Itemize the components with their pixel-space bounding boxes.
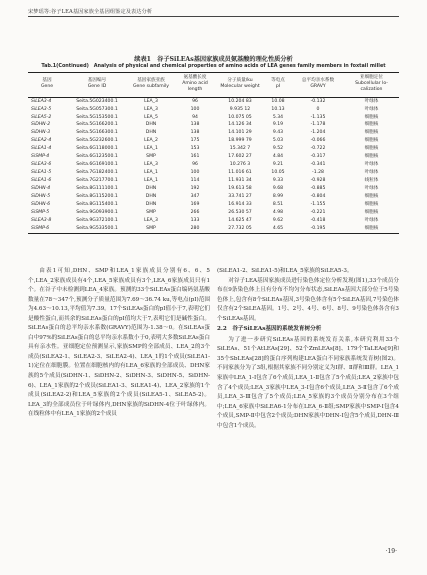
table-header-row [28,73,399,98]
table-row [28,114,399,122]
header-pi: 等电点 pI [264,73,292,98]
table-row [28,97,399,105]
table-cell: LEA_1 [144,178,158,184]
table-cell: Seita.9G093900.1 [76,209,118,215]
table-cell: SiDHN-2 [31,122,51,128]
table-cell: 10.08 [271,98,285,104]
table-cell: 细胞核 [364,202,379,207]
table-cell: SMP [146,154,156,160]
table-cell: -0.221 [310,209,326,215]
table-cell: Seita.5G153500.1 [76,114,118,120]
table-cell: 14.101 29 [228,130,252,136]
table-cell: 16.914 33 [228,202,252,207]
table-caption-cn: 续表1 谷子SiLEAs基因家族成员氨基酸的理化性质分析 [134,56,293,63]
table-cell: 10.204 83 [228,98,252,104]
header-gene: 基因 Gene [28,73,66,98]
table-row [28,161,399,169]
table-cell: 9.935 12 [229,106,251,112]
header-subfamily: 基因家族亚族 Gene subfamily [128,73,174,98]
table-cell: Seita.6G169100.1 [76,162,118,168]
table-cell: 169 [190,202,200,207]
table-cell: SiSMP-6 [28,225,66,233]
table-cell: 9.52 [272,146,284,152]
header-mol-weight: 分子质量/ku Molecular weight [216,73,264,98]
table-cell: 17.602 27 [228,154,252,160]
table-cell: 叶绿体 [364,162,379,168]
table-cell: LEA_1 [144,170,158,176]
right-text-column [217,267,399,431]
table-cell: -1.178 [310,122,326,128]
table-row [28,177,399,185]
table-cell: SiLEA3-6 [31,162,52,168]
table-cell: Seita.7G217700.1 [76,178,118,184]
table-cell: 10.276 3 [229,162,251,168]
table-cell: DHN [145,194,157,200]
table-cell: 10.13 [271,106,285,112]
table-cell: 细胞核 [364,194,379,200]
table-cell: SiDHN-5 [31,194,51,200]
table-cell: 8.51 [272,202,284,207]
table-row [28,153,399,161]
table-cell: 15.342 7 [229,146,251,152]
table-cell: SiDHN-6 [31,202,51,207]
table-cell: 细胞核 [364,122,379,128]
table-cell: -0.195 [292,225,344,233]
section-heading: 2.2 谷子SiLEAs基因的系统发育树分析 [217,326,322,333]
table-cell: Seita.7G182400.1 [76,170,118,176]
table-cell: 153 [190,146,200,152]
running-header: 宋梦瑶等:谷子LEA基因家族全基因组鉴定及表达分析 [28,9,153,15]
paragraph: 由表1可知,DHN、SMP和LEA_1家族成员分别有6、6、5个,LEA_2家族成员有4个,LEA_5家族成员有3个,LEA_6家族成员只有1个。在谷子中未检测到LEA_4家族。预测的33个SiLEAs蛋白编码氨基酸数量在78～347个,预测分子质量范围为7.69～36.74 ku,等电点(pI)范围为4.63～10.13,平均值为7.39。17个SiLEAs蛋白的pI值小于7,表明它们是酸性蛋白,而其余的SiLEAs蛋白的pI值均大于7,表明它们是碱性蛋白。SiLEAs蛋白的总平均亲水系数(GRAVY)范围为-1.38～0。在SiLEAs蛋白中97%的SiLEAs蛋白的总平均亲水系数小于0,表明大多数SiLEAs蛋白具有亲水性。亚细胞定位预测显示,家族SMP的全部成员、LEA_2的3个成员(SiLEA2-1、SiLEA2-3、SiLEA2-4)、LEA_1的1个成员(SiLEA1-1)定位在细胞膜。位置在细胞核内的有LEA_6家族的全部成员、DHN家族的5个成员(SiDHN-1、SiDHN-2、SiDHN-3、SiDHN-5、SiDHN-6)、LEA_1家族的2个成员(SiLEA1-3、SiLEA1-4)、LEA_2家族的1个成员(SiLEA2-2)和LEA_5家族的2个成员(SiLEA5-1、SiLEA5-2)。LEA_3的全部成员位于叶绿体内,DHN家族的SiDHN-4位于叶绿体内。在线粒体中有LEA_1家族的2个成员 [28,268,210,418]
table-cell: SiLEA3-8 [31,217,52,223]
table-cell: SiDHN-4 [31,186,51,192]
table-cell: SiSMP-5 [31,209,50,215]
table-cell: -0.066 [310,138,326,144]
table-cell: SiLEA1-5 [31,170,52,176]
table-cell: 94 [192,114,198,120]
table-row [28,121,399,129]
table-cell: DHN [145,202,157,207]
left-text-column [28,267,210,420]
table-cell: 细胞核 [344,225,399,233]
table-cell: SiLEA3-4 [31,98,52,104]
table-cell: Seita.5G232600.1 [76,138,118,144]
table-cell: 19.613 58 [228,186,252,192]
table-cell: Seita.5G023400.1 [76,98,118,104]
table-cell: 33.741 27 [228,194,252,200]
table-cell: 9.62 [272,217,284,223]
table-row [28,209,399,217]
table-cell: 133 [190,217,200,223]
header-gene-id: 基因编号 Gene ID [66,73,128,98]
header-gravy: 总平均亲水系数 GRAVY [292,73,344,98]
table-cell: 9.21 [272,162,284,168]
table-cell: LEA_5 [144,114,158,120]
paragraph: 为了进一步研究SiLEAs基因的系统发育关系,本研究利用33个SiLEAs、51个AtLEAs[29]、52个ZmLEAs[8]、179个TaLEAs[9]和35个SbLEAs[28]的蛋白序列构建LEA蛋白不同家族系统发育树(图2)。不同家族分为了3组,根据其家族不同分别定义为Ⅰ群、Ⅱ群和Ⅲ群。LEA_1家族中LEA_1-Ⅰ包含了6个成员,LEA_1-Ⅱ包含了5个成员;LEA_2家族中包含了4个成员;LEA_3家族中LEA_3-Ⅰ包含6个成员,LEA_3-Ⅱ包含了6个成员,LEA_3-Ⅲ包含了5个成员;LEA_5家族的3个成员分别分布在3个组中;LEA_6家族中SiLEA6-1分布在LEA_6-Ⅱ组;SMP家族中SMP-Ⅰ包含4个成员,SMP-Ⅱ中包含2个成员;DHN家族中DHN-Ⅰ包含5个成员,DHN-Ⅲ中包含1个成员。 [217,336,399,429]
table-row [28,129,399,137]
table-cell: 细胞核 [364,138,379,144]
table-cell: 细胞核 [364,114,379,120]
table-cell: 叶绿体 [364,98,379,104]
table-cell: 4.98 [272,209,284,215]
table-cell: Seita.9G533500.1 [66,225,128,233]
table-cell: 161 [190,154,200,160]
table-cell: 100 [190,170,200,176]
table-row [28,106,399,114]
table-row [28,145,399,153]
table-row [28,169,399,177]
table-cell: -1.204 [310,130,326,136]
table-cell: 14.126 34 [228,122,252,128]
table-cell: SiLEA1-4 [31,146,52,152]
table-cell: 10.075 05 [228,114,252,120]
table-cell: -0.317 [310,154,326,160]
table-cell: 11.931 34 [228,178,252,184]
table-cell: 114 [190,178,200,184]
table-cell: SiSMP-4 [31,154,50,160]
table-cell: Seita.8G115200.1 [76,194,118,200]
table-cell: 5.34 [272,114,284,120]
table-row [28,225,399,233]
paragraph: 对谷子LEA基因家族成员进行染色体定位分析发现(图1),33个成员分布在9条染色体上且有分布不均匀分布状态,SiLEAs基因大部分位于5号染色体上,包含有8个SiLEAs基因,3号染色体含有5个SiLEA基因,7号染色体仅含有2个SiLEA基因。1号、2号、4号、6号、8号、9号染色体各含有3个SiLEAs基因。 [217,277,399,322]
table-cell: 9.33 [272,178,284,184]
table-cell: DHN [145,186,157,192]
table-cell: Seita.8G111100.1 [76,186,118,192]
lea-properties-table [28,72,399,234]
header-localization: 亚细胞定位 Subcellular lo-calization [344,73,399,98]
table-cell: SiLEA1-6 [31,178,52,184]
table-cell: 26.530 57 [228,209,252,215]
table-cell: -0.885 [310,186,326,192]
table-cell: 0 [316,106,320,112]
table-cell: 280 [174,225,216,233]
table-cell: Seita.6G123500.1 [76,154,118,160]
header-rule [28,16,399,17]
table-cell: SMP [146,209,156,215]
table-cell: 11.016 61 [228,170,252,176]
table-cell: DHN [145,130,157,136]
table-cell: 10.05 [271,170,285,176]
table-row [28,217,399,225]
table-cell: 叶绿体 [364,106,379,112]
table-cell: 细胞核 [364,146,379,152]
table-row [28,185,399,193]
table-cell: SiLEA5-2 [31,114,52,120]
table-cell: 4.65 [264,225,292,233]
table-cell: -1.135 [310,114,326,120]
table-cell: 27.732 05 [216,225,264,233]
table-cell: -1.155 [310,202,326,207]
table-row [28,201,399,209]
table-cell: LEA_3 [144,162,158,168]
table-cell: 8.99 [272,194,284,200]
table-cell: 347 [190,194,200,200]
table-caption-en: Tab.1(Continued) Analysis of physical and chemical properties of amino acids of LEA genes family members in foxtail millet [41,63,386,69]
table-row [28,193,399,201]
table-cell: -0.341 [310,162,326,168]
table-cell: 9.19 [272,122,284,128]
table-cell: 线粒体 [364,178,379,184]
table-cell: SiLEA3-5 [31,106,52,112]
table-cell: 138 [190,130,200,136]
table-cell: 细胞核 [364,130,379,136]
table-cell: 叶绿体 [364,217,379,223]
table-cell: 9.43 [272,130,284,136]
table-cell: -0.804 [310,194,326,200]
table-cell: LEA_3 [144,98,158,104]
table-cell: -0.928 [310,178,326,184]
table-cell: Seita.6G118000.1 [76,146,118,152]
table-cell: 4.84 [272,154,284,160]
table-cell: 细胞核 [364,209,379,215]
table-cell: 叶绿体 [364,170,379,176]
table-cell: 细胞核 [364,154,379,160]
table-cell: 192 [190,186,200,192]
page-number: ·19· [385,548,397,555]
table-cell: LEA_1 [144,146,158,152]
table-cell: 18.999 79 [228,138,252,144]
table-cell: 266 [190,209,200,215]
table-cell: Seita.5G166200.1 [76,122,118,128]
table-cell: Seita.5G057300.1 [76,106,118,112]
table-cell: 96 [192,162,198,168]
header-aa-length: 氨基酸长度 Amino acid length [174,73,216,98]
table-cell: 14.625 47 [228,217,252,223]
table-cell: LEA_3 [144,217,158,223]
table-cell: 100 [190,106,200,112]
table-cell: SiLEA2-4 [31,138,52,144]
table-cell: Seita.9G372100.1 [76,217,118,223]
table-cell: 叶绿体 [364,186,379,192]
table-cell: DHN [145,122,157,128]
table-cell: -0.132 [310,98,326,104]
table-cell: LEA_3 [144,106,158,112]
table-cell: LEA_2 [144,138,158,144]
paragraph: (SiLEA1-2、SiLEA1-5)和LEA_5家族的SiLEA5-3。 [217,268,353,274]
table-cell: -0.418 [310,217,326,223]
table-cell: Seita.8G115400.1 [76,202,118,207]
table-cell: SiDHN-3 [31,130,51,136]
table-cell: SMP [128,225,174,233]
table-cell: 175 [190,138,200,144]
table-cell: 138 [190,122,200,128]
table-cell: 9.68 [272,186,284,192]
table-cell: -0.722 [310,146,326,152]
table-row [28,137,399,145]
table-cell: 96 [192,98,198,104]
table-cell: Seita.5G166300.1 [76,130,118,136]
table-cell: 5.03 [272,138,284,144]
table-cell: -1.28 [312,170,324,176]
